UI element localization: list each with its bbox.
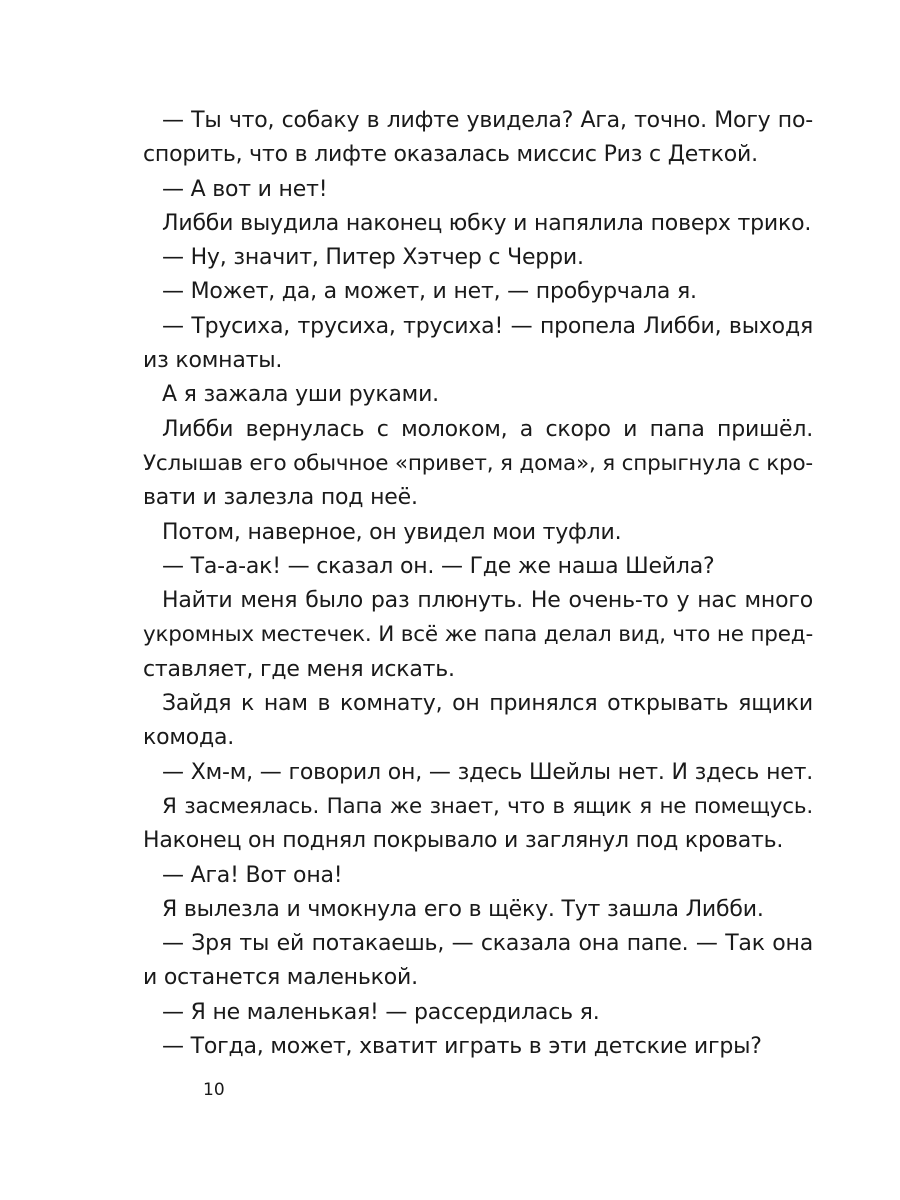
text-line: — Ага! Вот она! — [162, 862, 343, 888]
page-number: 10 — [203, 1080, 225, 1100]
text-line: ставляет, где меня искать. — [143, 656, 455, 682]
book-page-text — [143, 104, 813, 1064]
text-line: А я зажала уши руками. — [162, 382, 439, 408]
text-line: спорить, что в лифте оказалась миссис Риз с Деткой. — [143, 142, 758, 168]
text-line: — Я не маленькая! — рассердилась я. — [162, 999, 600, 1025]
text-line: Зайдя к нам в комнату, он принялся открывать ящики — [162, 691, 813, 717]
text-line: — Та-а-ак! — сказал он. — Где же наша Шейла? — [162, 553, 715, 579]
text-line: — Может, да, а может, и нет, — пробурчала я. — [162, 279, 697, 305]
text-line: комода. — [143, 725, 235, 751]
text-line: — Зря ты ей потакаешь, — сказала она папе. — Так она — [162, 931, 813, 957]
text-line: и останется маленькой. — [143, 965, 418, 991]
text-line: Либби вернулась с молоком, а скоро и папа пришёл. — [162, 416, 813, 442]
text-line: Наконец он поднял покрывало и заглянул под кровать. — [143, 828, 784, 854]
text-line: Я засмеялась. Папа же знает, что в ящик я не помещусь. — [162, 793, 813, 819]
text-line: Я вылезла и чмокнула его в щёку. Тут зашла Либби. — [162, 896, 764, 922]
text-line: Либби выудила наконец юбку и напялила поверх трико. — [162, 210, 812, 236]
text-line: — Тогда, может, хватит играть в эти детские игры? — [162, 1034, 762, 1060]
text-line: — А вот и нет! — [162, 176, 328, 202]
text-line: Услышав его обычное «привет, я дома», я спрыгнула с кро- — [143, 450, 813, 476]
text-line: — Ну, значит, Питер Хэтчер с Черри. — [162, 245, 584, 271]
text-line: из комнаты. — [143, 348, 283, 374]
text-line: — Хм-м, — говорил он, — здесь Шейлы нет. И здесь нет. — [162, 759, 813, 785]
text-line: укромных местечек. И всё же папа делал вид, что не пред- — [143, 622, 813, 648]
text-line: — Трусиха, трусиха, трусиха! — пропела Либби, выходя — [162, 313, 813, 339]
text-line: Найти меня было раз плюнуть. Не очень-то у нас много — [162, 588, 813, 614]
text-line: Потом, наверное, он увидел мои туфли. — [162, 519, 622, 545]
text-body — [143, 104, 813, 1064]
text-line: — Ты что, собаку в лифте увидела? Ага, точно. Могу по- — [162, 108, 813, 133]
text-line: вати и залезла под неё. — [143, 485, 418, 511]
